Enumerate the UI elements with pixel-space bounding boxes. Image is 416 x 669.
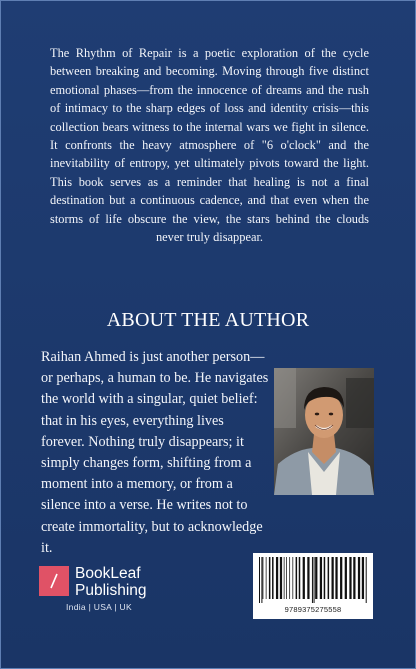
barcode-bar bbox=[292, 557, 293, 599]
barcode-bar bbox=[296, 557, 298, 599]
barcode-bar bbox=[362, 557, 364, 599]
about-author-heading: ABOUT THE AUTHOR bbox=[106, 309, 310, 331]
barcode-bar bbox=[314, 557, 315, 603]
barcode-bar bbox=[324, 557, 326, 599]
barcode-bar bbox=[303, 557, 305, 599]
barcode-bar bbox=[269, 557, 271, 599]
barcode-bar bbox=[328, 557, 330, 599]
barcode-bar bbox=[320, 557, 322, 599]
barcode-bar bbox=[349, 557, 351, 599]
barcode-bar bbox=[280, 557, 282, 599]
barcode-bar bbox=[289, 557, 290, 599]
barcode-bar bbox=[332, 557, 334, 599]
barcode-bar bbox=[358, 557, 360, 599]
publisher-logo bbox=[38, 565, 168, 615]
barcode-bar bbox=[312, 557, 313, 603]
author-bio: Raihan Ahmed is just another person—or perhaps, a human to be. He navigates the world with a singular, quiet belief: that in his eyes, everything lives forever. Nothing truly disappears; it simply changes form, shifting from a moment into a memory, or from a silence into a verse. He writes not to create immortality, but to acknowledge it. bbox=[41, 349, 269, 556]
barcode-bar bbox=[261, 557, 262, 603]
author-portrait-image bbox=[274, 368, 374, 495]
barcode-bar bbox=[299, 557, 301, 599]
author-photo bbox=[274, 368, 374, 495]
barcode-bar bbox=[307, 557, 309, 599]
barcode-bar bbox=[284, 557, 285, 599]
barcode-bar bbox=[335, 557, 337, 599]
barcode-bar bbox=[340, 557, 342, 599]
barcode-bar bbox=[345, 557, 347, 599]
barcode-bar bbox=[366, 557, 367, 603]
publisher-name-line1: BookLeaf bbox=[75, 565, 141, 582]
barcode-bar bbox=[286, 557, 287, 599]
book-blurb: The Rhythm of Repair is a poetic exploration of the cycle between breaking and becoming. Moving through five distinct emotional phases—from the innocence of dreams and the rush of intimacy to the sharp edges of loss and identity crisis—this collection bears witness to the internal wars we fight in silence. It confronts the heavy atmosphere of "6 o'clock" and the inevitability of entropy, yet ultimately pivots toward the light. This book serves as a reminder that healing is not a final destination but a continuous cadence, and that even when the storms of life obscure the view, the stars behind the clouds never truly disappear. bbox=[50, 46, 369, 245]
barcode-bar bbox=[272, 557, 274, 599]
isbn-barcode bbox=[253, 553, 373, 619]
barcode-bar bbox=[266, 557, 267, 599]
barcode-bar bbox=[263, 557, 264, 599]
barcode-bar bbox=[315, 557, 317, 599]
publisher-name-line2: Publishing bbox=[75, 582, 147, 599]
barcode-bar bbox=[276, 557, 278, 599]
barcode-bars bbox=[258, 557, 368, 603]
isbn-number: 9789375275558 bbox=[284, 605, 342, 614]
bookleaf-mark-icon bbox=[39, 566, 69, 596]
barcode-bar bbox=[353, 557, 355, 599]
publisher-name bbox=[75, 565, 147, 599]
publisher-regions: India | USA | UK bbox=[66, 602, 132, 612]
barcode-bar bbox=[259, 557, 260, 603]
